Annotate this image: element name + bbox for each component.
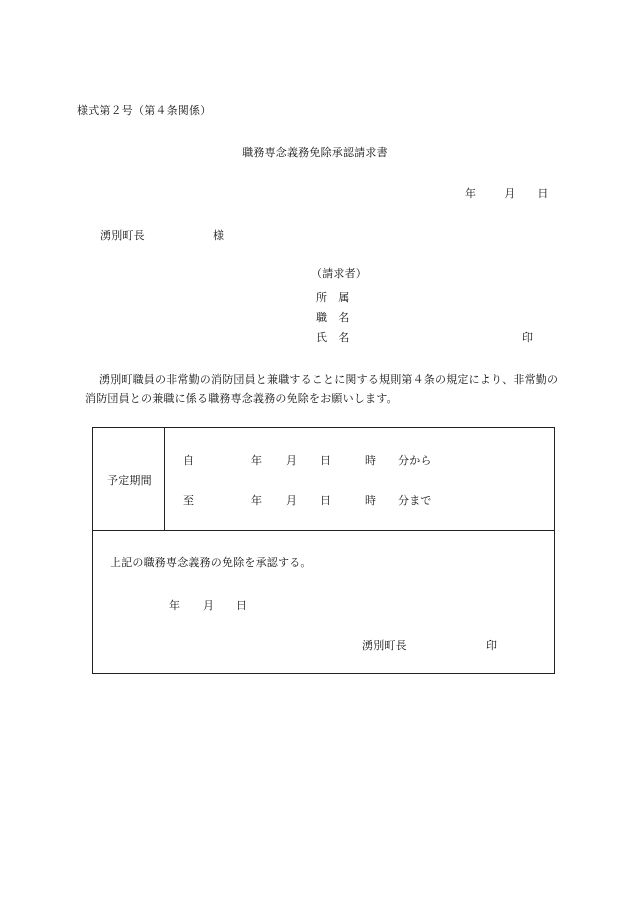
schedule-period-label: 予定期間 xyxy=(107,474,152,487)
request-date xyxy=(465,185,549,201)
requester-seal-mark: 印 xyxy=(522,331,534,344)
table-row-divider xyxy=(93,530,554,531)
table-column-divider xyxy=(164,428,165,530)
addressee xyxy=(100,227,225,243)
form-number: 様式第２号（第４条関係） xyxy=(77,104,212,117)
approval-text: 上記の職務専念義務の免除を承認する。 xyxy=(110,556,312,569)
schedule-to-hour: 時 xyxy=(365,494,377,507)
schedule-from-minute: 分から xyxy=(398,454,432,467)
approval-mayor: 湧別町長 xyxy=(362,639,407,652)
addressee-honorific: 様 xyxy=(213,229,225,242)
requester-heading: （請求者） xyxy=(311,267,367,280)
schedule-to-year: 年 xyxy=(251,494,263,507)
requester-name-label: 氏 名 xyxy=(316,331,350,344)
schedule-from-prefix: 自 xyxy=(183,454,195,467)
approval-date-month: 月 xyxy=(203,599,215,612)
approval-date-year: 年 xyxy=(169,599,181,612)
schedule-to-minute: 分まで xyxy=(398,494,432,507)
schedule-to-day: 日 xyxy=(320,494,332,507)
date-day-label: 日 xyxy=(537,187,549,200)
request-body-text: 湧別町職員の非常勤の消防団員と兼職することに関する規則第４条の規定により、非常勤の消防団員との兼職に係る職務専念義務の免除をお願いします。 xyxy=(85,373,559,405)
requester-affiliation-label: 所 属 xyxy=(316,291,350,304)
requester-position-label: 職 名 xyxy=(316,311,350,324)
approval-seal-mark: 印 xyxy=(486,639,498,652)
date-month-label: 月 xyxy=(504,187,516,200)
schedule-to-prefix: 至 xyxy=(183,494,195,507)
schedule-from-hour: 時 xyxy=(365,454,377,467)
document-title: 職務専念義務免除承認請求書 xyxy=(242,146,388,159)
schedule-to-month: 月 xyxy=(286,494,298,507)
schedule-from-day: 日 xyxy=(320,454,332,467)
date-year-label: 年 xyxy=(465,187,477,200)
schedule-from-month: 月 xyxy=(286,454,298,467)
approval-date-day: 日 xyxy=(236,599,248,612)
addressee-name: 湧別町長 xyxy=(100,229,145,242)
schedule-from-year: 年 xyxy=(251,454,263,467)
